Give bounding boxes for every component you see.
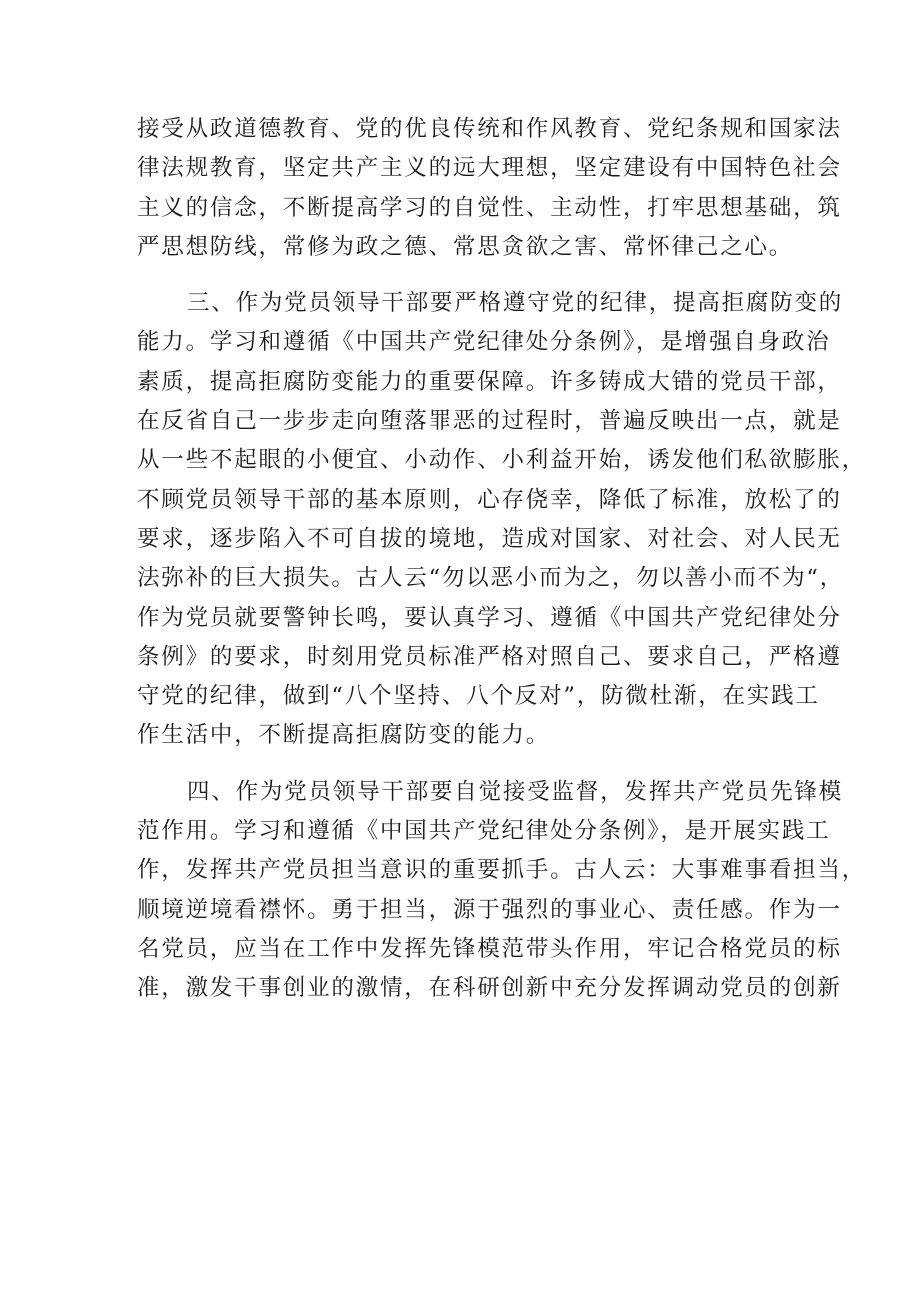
text-line: 作生活中，不断提高拒腐防变的能力。 bbox=[137, 722, 551, 749]
text-line: 四、作为党员领导干部要自觉接受监督，发挥共产党员先锋模 bbox=[187, 778, 844, 805]
text-line: 作，发挥共产党员担当意识的重要抓手。古人云：大事难事看担当， bbox=[137, 857, 867, 884]
text-line: 接受从政道德教育、党的优良传统和作风教育、党纪条规和国家法 bbox=[137, 116, 842, 142]
paragraph-continuation bbox=[137, 110, 842, 267]
text-line: 范作用。学习和遵循《中国共产党纪律处分条例》，是开展实践工 bbox=[137, 818, 831, 845]
text-line: 三、作为党员领导干部要严格遵守党的纪律，提高拒腐防变的 bbox=[187, 290, 844, 317]
paragraph-four bbox=[137, 773, 867, 1009]
text-line: 名党员，应当在工作中发挥先锋模范带头作用，牢记合格党员的标 bbox=[137, 935, 842, 962]
text-line: 要求，逐步陷入不可自拔的境地，造成对国家、对社会、对人民无 bbox=[137, 525, 842, 552]
text-line: 准，激发干事创业的激情，在科研创新中充分发挥调动党员的创新 bbox=[137, 975, 842, 1002]
text-line: 顺境逆境看襟怀。勇于担当，源于强烈的事业心、责任感。作为一 bbox=[137, 896, 842, 923]
document-body bbox=[137, 110, 867, 1009]
text-line: 作为党员就要警钟长鸣，要认真学习、遵循《中国共产党纪律处分 bbox=[137, 604, 842, 631]
text-line: 主义的信念，不断提高学习的自觉性、主动性，打牢思想基础，筑 bbox=[137, 194, 842, 221]
text-line: 律法规教育，坚定共产主义的远大理想，坚定建设有中国特色社会 bbox=[137, 155, 842, 182]
text-line: 在反省自己一步步走向堕落罪恶的过程时，普遍反映出一点，就是 bbox=[137, 408, 842, 435]
paragraph-three bbox=[137, 284, 867, 756]
text-line: 能力。学习和遵循《中国共产党纪律处分条例》，是增强自身政治 bbox=[137, 329, 831, 356]
text-line: 不顾党员领导干部的基本原则，心存侥幸，降低了标准，放松了的 bbox=[137, 486, 842, 513]
text-line: 素质，提高拒腐防变能力的重要保障。许多铸成大错的党员干部， bbox=[137, 368, 842, 395]
paragraph-spacer bbox=[137, 756, 777, 773]
text-line: 条例》的要求，时刻用党员标准严格对照自己、要求自己，严格遵 bbox=[137, 643, 842, 670]
text-line: 严思想防线，常修为政之德、常思贪欲之害、常怀律己之心。 bbox=[137, 233, 794, 260]
text-line: 从一些不起眼的小便宜、小动作、小利益开始，诱发他们私欲膨胀， bbox=[137, 447, 867, 474]
paragraph-spacer bbox=[137, 267, 777, 284]
text-line: 法弥补的巨大损失。古人云“勿以恶小而为之，勿以善小而不为“， bbox=[137, 565, 845, 592]
text-line: 守党的纪律，做到“八个坚持、八个反对”，防微杜渐，在实践工 bbox=[137, 683, 820, 710]
